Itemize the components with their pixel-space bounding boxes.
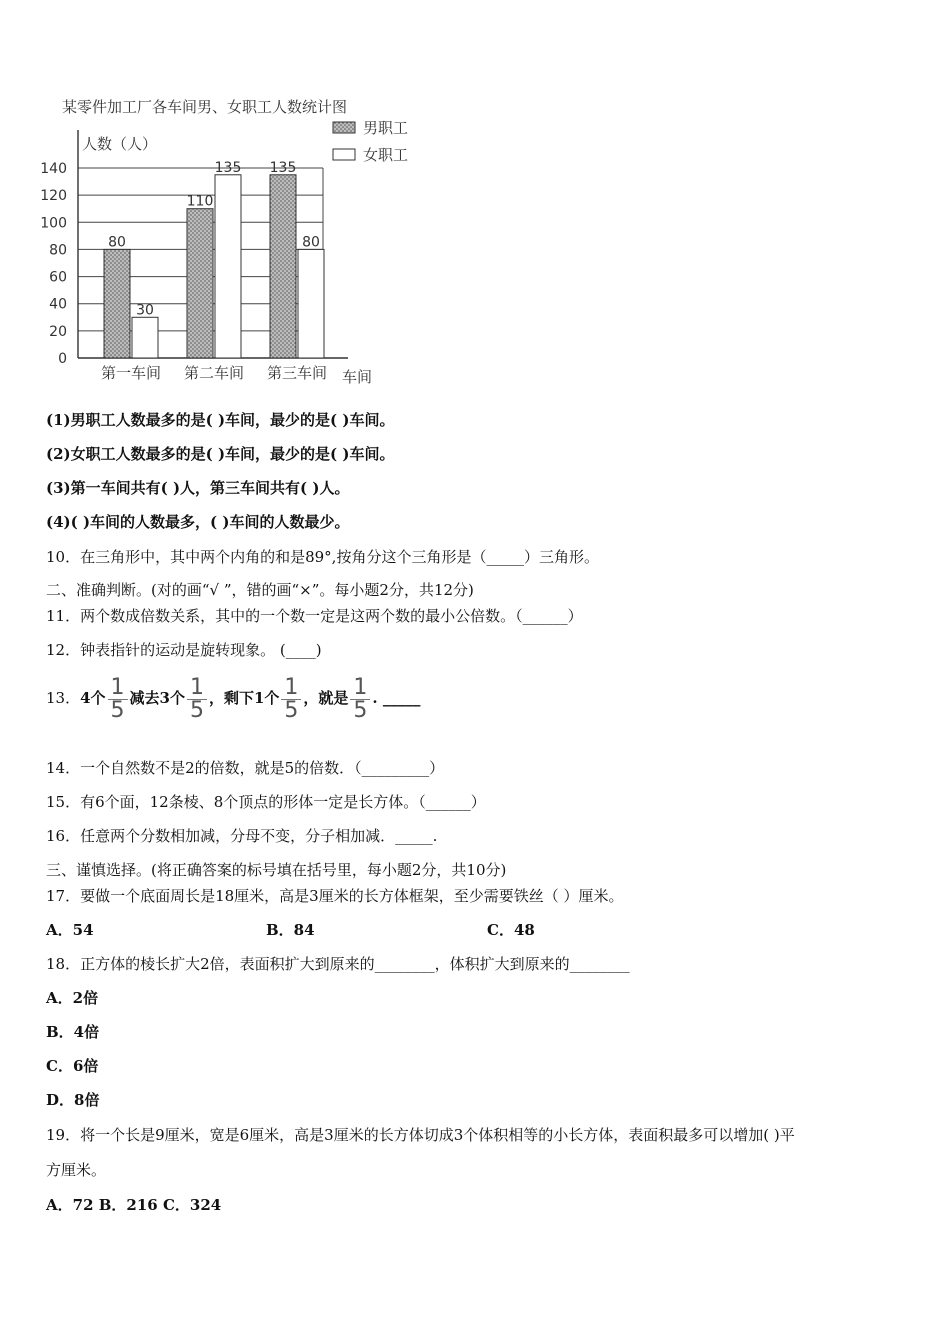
question-17-option-c: C．48 [487, 921, 535, 939]
question-19-line-2: 方厘米。 [46, 1161, 107, 1179]
question-17: 17．要做一个底面周长是18厘米，高是3厘米的长方体框架，至少需要铁丝（ ）厘米。 [46, 887, 624, 905]
bar-female [298, 249, 324, 358]
question-18-option-b: B．4倍 [46, 1023, 100, 1041]
fraction-one-fifth: $\frac{1}{5}$ [187, 677, 207, 722]
bar-male [187, 209, 213, 358]
q13-end: . _____ [372, 689, 421, 707]
x-tick-label: 第二车间 [183, 364, 245, 382]
question-9-2: (2)女职工人数最多的是( )车间，最少的是( )车间。 [46, 445, 395, 463]
question-17-option-b: B．84 [266, 921, 315, 939]
bar-female [132, 317, 158, 358]
question-11: 11．两个数成倍数关系，其中的一个数一定是这两个数的最小公倍数。（______） [46, 607, 583, 625]
legend-label: 女职工 [363, 146, 409, 164]
question-18-option-d: D．8倍 [46, 1091, 100, 1109]
q13-part-a: 4个 [80, 689, 106, 707]
fraction-one-fifth: $\frac{1}{5}$ [108, 677, 128, 722]
fraction-one-fifth: $\frac{1}{5}$ [281, 677, 301, 722]
question-12: 12．钟表指针的运动是旋转现象。 (____) [46, 641, 322, 659]
question-14: 14．一个自然数不是2的倍数，就是5的倍数．（_________） [46, 759, 445, 777]
section-3-heading: 三、谨慎选择。(将正确答案的标号填在括号里，每小题2分，共10分) [46, 861, 507, 879]
data-label: 135 [214, 159, 242, 176]
question-16: 16．任意两个分数相加减，分母不变，分子相加减．_____. [46, 827, 438, 845]
q13-part-b: 减去3个 [129, 689, 185, 707]
question-9-4: (4)( )车间的人数最多，( )车间的人数最少。 [46, 513, 350, 531]
legend-swatch [333, 122, 355, 133]
section-2-heading: 二、准确判断。(对的画“√ ”，错的画“×”。每小题2分，共12分) [46, 581, 474, 599]
y-axis-label: 人数（人） [82, 135, 158, 153]
question-18-option-a: A．2倍 [46, 989, 99, 1007]
y-tick-label: 120 [40, 188, 67, 205]
fraction-one-fifth: $\frac{1}{5}$ [350, 677, 370, 722]
y-tick-label: 0 [58, 351, 67, 367]
data-label: 30 [136, 302, 154, 319]
y-tick-label: 40 [49, 296, 67, 313]
chart-title: 某零件加工厂各车间男、女职工人数统计图 [62, 98, 348, 116]
data-label: 110 [186, 193, 214, 210]
question-9-1: (1)男职工人数最多的是( )车间，最少的是( )车间。 [46, 411, 395, 429]
y-tick-label: 20 [49, 323, 67, 340]
question-10: 10．在三角形中，其中两个内角的和是89°,按角分这个三角形是（_____）三角形。 [46, 548, 599, 566]
legend-swatch [333, 149, 355, 160]
y-tick-label: 140 [40, 161, 67, 177]
question-17-option-a: A．54 [46, 921, 94, 939]
question-19-options: A．72 B．216 C．324 [46, 1196, 222, 1214]
question-19-line-1: 19．将一个长是9厘米，宽是6厘米，高是3厘米的长方体切成3个体积相等的小长方体，表面积最多可以增加( )平 [46, 1126, 795, 1144]
y-tick-label: 60 [49, 269, 67, 286]
question-9-3: (3)第一车间共有( )人，第三车间共有( )人。 [46, 479, 350, 497]
question-15: 15．有6个面，12条棱、8个顶点的形体一定是长方体。（______） [46, 793, 486, 811]
x-axis-label: 车间 [342, 368, 373, 386]
chart-svg [40, 92, 430, 392]
question-13 [46, 674, 420, 722]
data-label: 80 [108, 234, 126, 251]
bar-chart [40, 92, 430, 392]
data-label: 135 [269, 159, 297, 176]
x-tick-label: 第一车间 [100, 364, 162, 382]
question-18: 18．正方体的棱长扩大2倍，表面积扩大到原来的________，体积扩大到原来的________ [46, 955, 630, 973]
y-tick-label: 100 [40, 215, 67, 232]
q13-number: 13． [46, 689, 81, 707]
y-tick-label: 80 [49, 242, 67, 259]
q13-part-d: ，就是 [303, 689, 349, 707]
q13-part-c: ，剩下1个 [208, 689, 280, 707]
data-label: 80 [302, 234, 320, 251]
bar-male [104, 249, 130, 358]
question-18-option-c: C．6倍 [46, 1057, 99, 1075]
x-tick-label: 第三车间 [266, 364, 328, 382]
legend-label: 男职工 [363, 119, 409, 137]
bar-male [270, 175, 296, 358]
bar-female [215, 175, 241, 358]
